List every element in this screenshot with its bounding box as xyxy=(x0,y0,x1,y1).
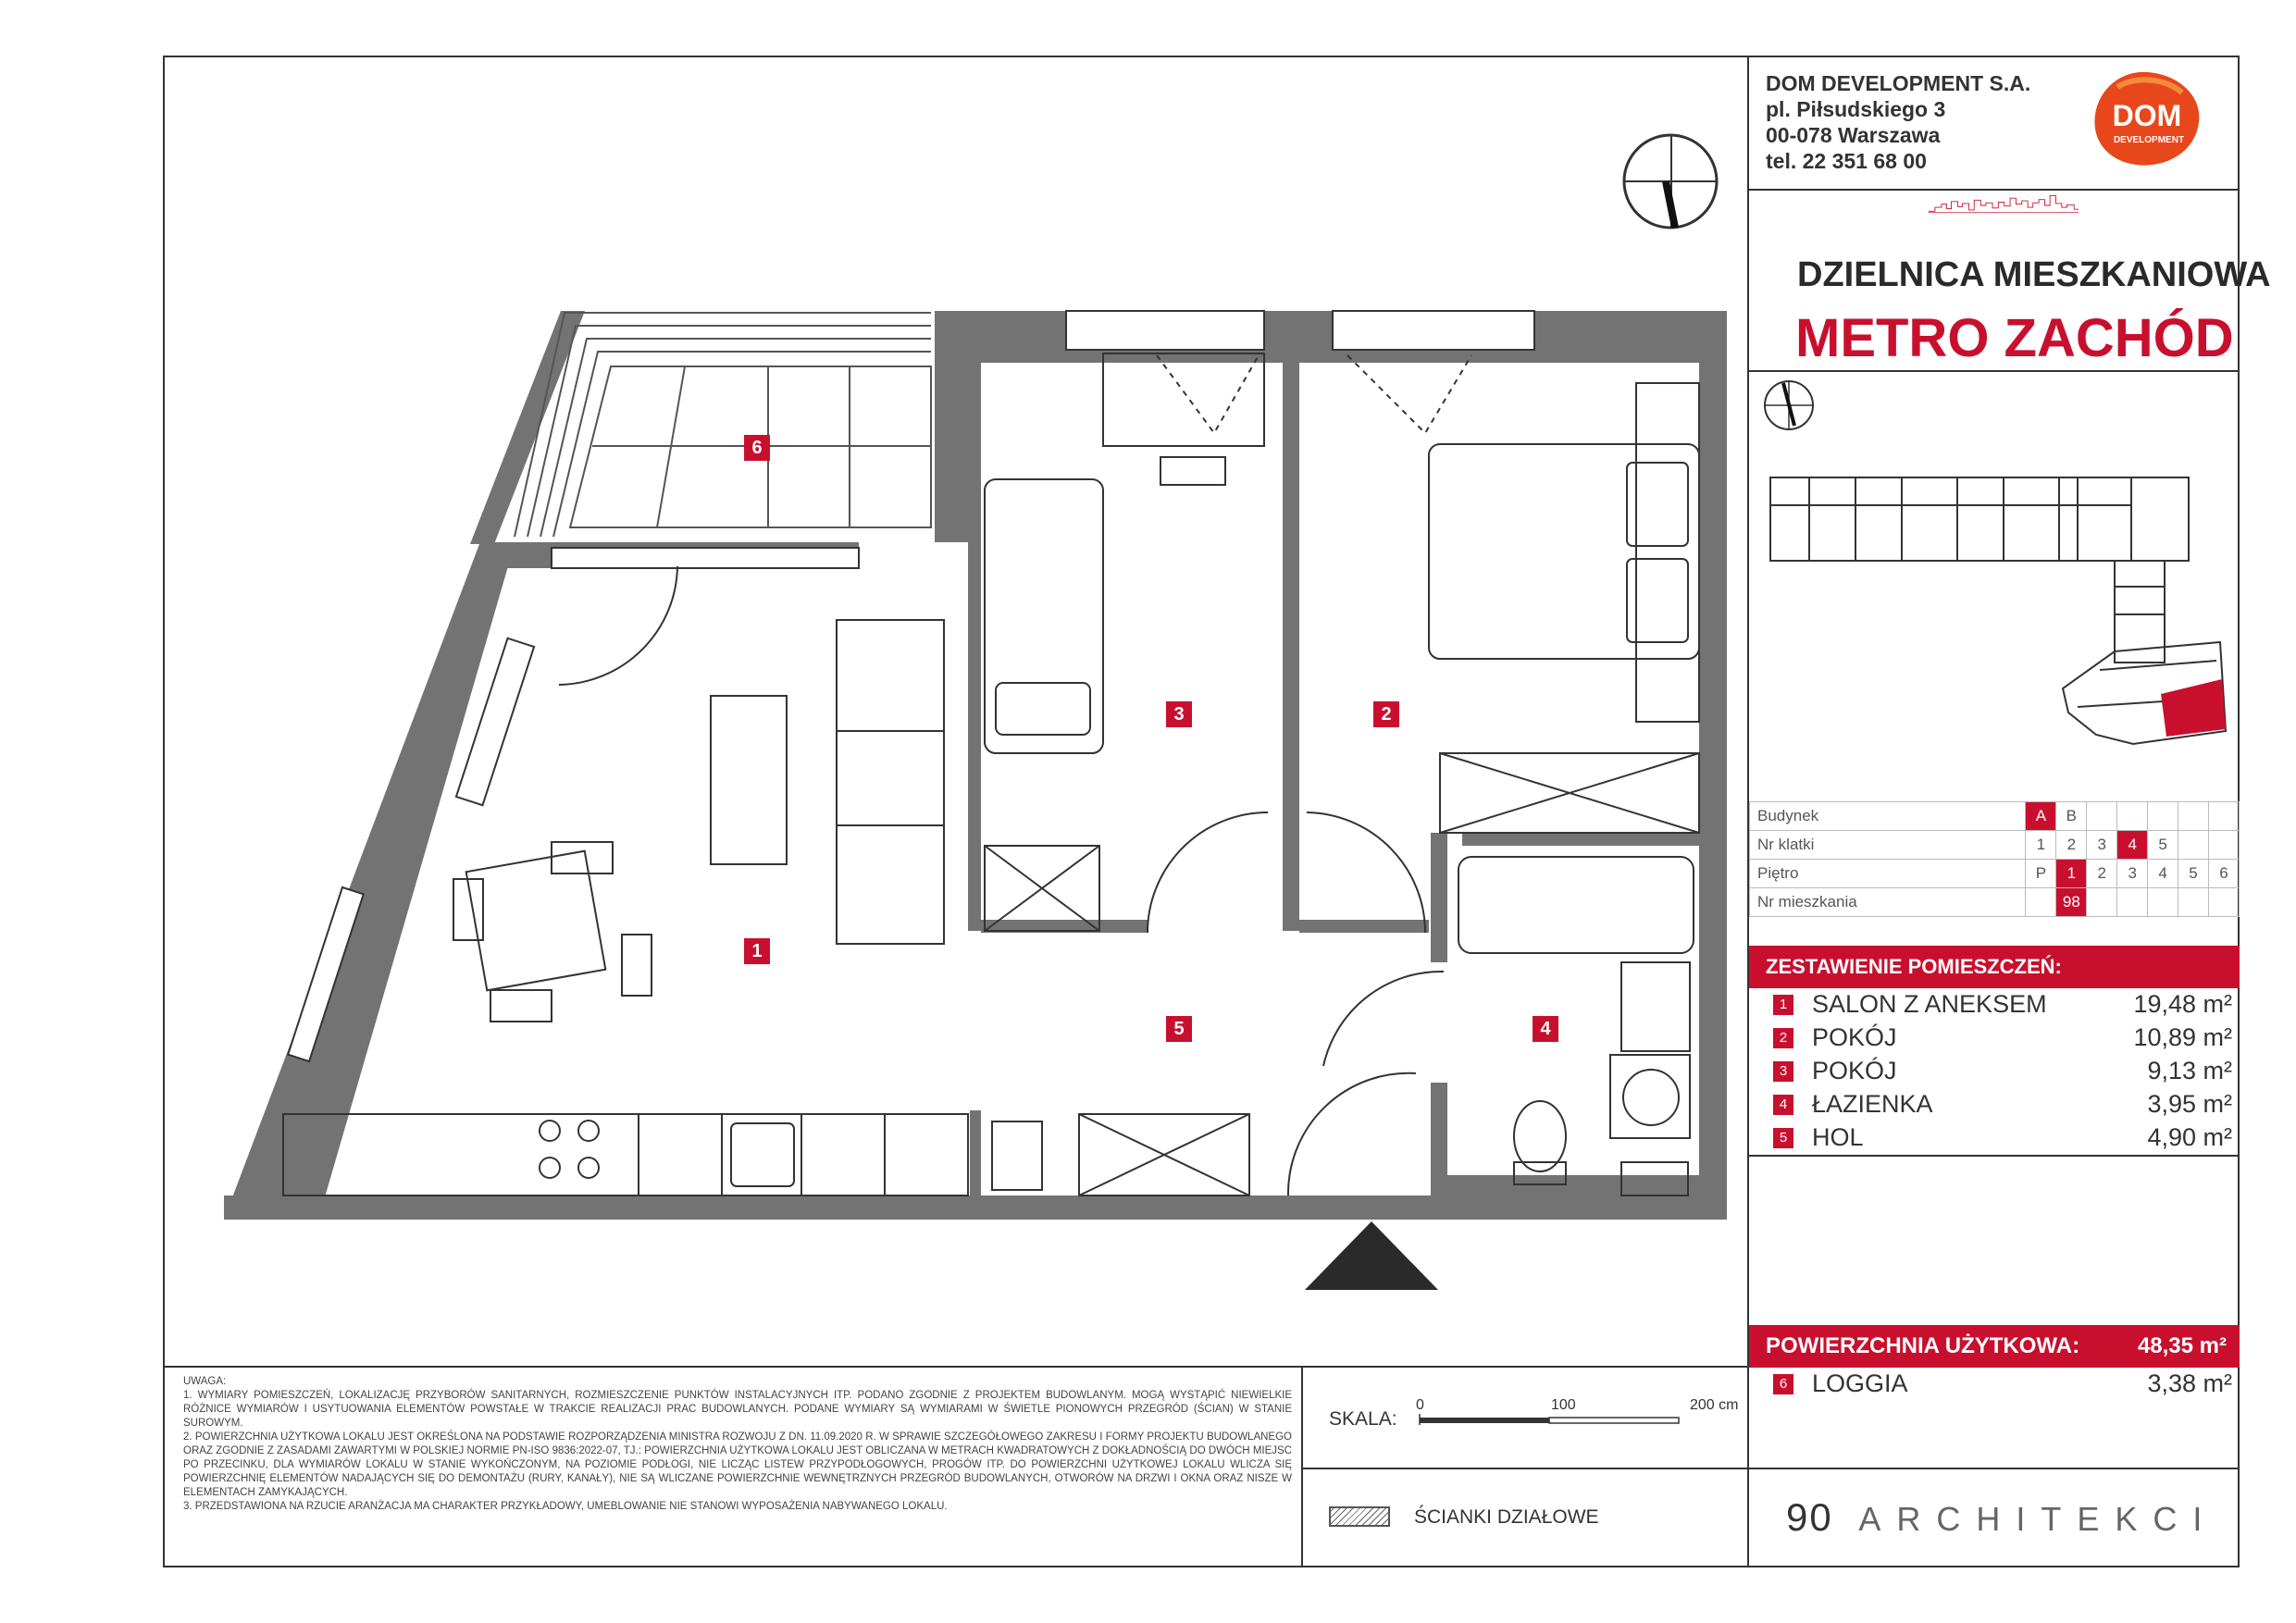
sidebar-sep-2 xyxy=(1747,370,2240,372)
room-name: ŁAZIENKA xyxy=(1812,1090,1933,1118)
project-line-1: DZIELNICA MIESZKANIOWA xyxy=(1797,255,2271,294)
plan-label-4: 4 xyxy=(1533,1016,1558,1042)
loggia-row xyxy=(1749,1368,2240,1401)
rooms-header: ZESTAWIENIE POMIESZCZEŃ: xyxy=(1749,946,2240,988)
building-opt-b: B xyxy=(2056,802,2087,831)
room-area: 19,48 m² xyxy=(2133,990,2232,1018)
building-info-table xyxy=(1749,801,2240,917)
notes-title: UWAGA: xyxy=(183,1376,227,1387)
rooms-list xyxy=(1749,988,2240,1155)
room-name: POKÓJ xyxy=(1812,1057,1897,1084)
scale-tick-0: 0 xyxy=(1416,1397,1424,1413)
row-floor xyxy=(1750,860,2240,888)
entrance-arrow-icon xyxy=(1305,1221,1438,1290)
note-item: 3. PRZEDSTAWIONA NA RZUCIE ARANŻACJA MA CHARAKTER PRZYKŁADOWY, UMEBLOWANIE NIE STANOWI WYPOSAŻENIA NABYWANEGO LOKALU. xyxy=(183,1501,948,1512)
architect-num: 90 xyxy=(1786,1495,1833,1539)
room-num: 4 xyxy=(1773,1095,1793,1115)
room-name: POKÓJ xyxy=(1812,1023,1897,1051)
stair-opt: 1 xyxy=(2026,831,2056,860)
logo-dom-text: DOM xyxy=(2112,99,2182,132)
plan-label-5: 5 xyxy=(1166,1016,1192,1042)
total-value: 48,35 m² xyxy=(2137,1333,2227,1358)
loggia-name: LOGGIA xyxy=(1812,1369,1908,1397)
room-row xyxy=(1749,1055,2240,1088)
plan-label-2: 2 xyxy=(1373,701,1399,727)
note-item: 2. POWIERZCHNIA UŻYTKOWA LOKALU JEST OKREŚLONA NA PODSTAWIE ROZPORZĄDZENIA MINISTRA ROZWOJU Z DN. 11.09.2020 R. W SPRAWIE SZCZEGÓŁOWEGO ZAKRESU I FORMY PROJEKTU BUDOWLANEGO ORAZ ZGODNIE Z ZASADAMI ZAWARTYMI W POLSKIEJ NORMIE PN-ISO 9836:2022-07, TJ.: POWIERZCHNIA UŻYTKOWA LOKALU JEST OBLICZANA W METRACH KWADRATOWYCH Z DOKŁADNOŚCIĄ DO DWÓCH MIEJSC PO PRZECINKU, DLA WYMIARÓW LOKALU W STANIE WYKOŃCZONYM, NA POZIOMIE PODŁOGI, NIE LICZĄC LISTEW PRZYPODŁOGOWYCH, PROGÓW ITP. DO POWIERZCHNI UŻYTKOWEJ LOKALU WLICZA SIĘ POWIERZCHNIĘ ELEMENTÓW NADAJĄCYCH SIĘ DO DEMONTAŻU (RURY, KANAŁY), NIE SĄ WLICZANE POWIERZCHNIE WEWNĘTRZNYCH PRZEGRÓD BUDOWLANYCH, OTWORÓW NA DRZWI I OKNA ORAZ NISZE W ELEMENTACH ZAMYKAJĄCYCH. xyxy=(183,1431,1292,1498)
floor-opt: P xyxy=(2026,860,2056,888)
compass-icon xyxy=(1624,135,1718,228)
scale-bar xyxy=(1418,1412,1695,1431)
stair-opt: 5 xyxy=(2148,831,2178,860)
note-item: 1. WYMIARY POMIESZCZEŃ, LOKALIZACJĘ PRZYBORÓW SANITARNYCH, ROZMIESZCZENIE PUNKTÓW INSTALACYJNYCH ITP. PODANO ZGODNIE Z PROJEKTEM BUDOWLANYM. MOGĄ WYSTĄPIĆ NIEWIELKIE RÓŻNICE WYMIARÓW I USYTUOWANIA ELEMENTÓW POWSTAŁE W TRAKCIE REALIZACJI PRAC BUDOWLANYCH. PODANE WYMIARY SĄ WYMIARAMI W ŚWIETLE PIONOWYCH PRZEGRÓD (ŚCIAN) W STANIE SUROWYM. xyxy=(183,1390,1292,1429)
room-row xyxy=(1749,1121,2240,1155)
rooms-separator xyxy=(1749,1155,2240,1157)
scale-tick-100: 100 xyxy=(1551,1397,1576,1413)
stair-opt: 2 xyxy=(2056,831,2087,860)
footer-notes-divider xyxy=(1301,1366,1303,1567)
floor-opt: 3 xyxy=(2117,860,2148,888)
stair-opt: 3 xyxy=(2087,831,2117,860)
company-phone: tel. 22 351 68 00 xyxy=(1766,149,1927,173)
architect-credit xyxy=(1786,1495,2217,1540)
floor-opt: 4 xyxy=(2148,860,2178,888)
project-line-2: METRO ZACHÓD xyxy=(1795,308,2234,368)
floor-label: Piętro xyxy=(1750,860,2026,888)
floor-opt-selected: 1 xyxy=(2056,860,2087,888)
loggia-area: 3,38 m² xyxy=(2147,1369,2232,1397)
skyline-graphic xyxy=(1791,194,2216,250)
room-row xyxy=(1749,1022,2240,1055)
legend-label: ŚCIANKI DZIAŁOWE xyxy=(1414,1506,1599,1528)
room-num: 2 xyxy=(1773,1028,1793,1048)
footer-scale-divider xyxy=(1301,1468,1749,1469)
plan-label-1: 1 xyxy=(744,938,770,964)
compass-small-icon xyxy=(1765,381,1813,429)
room-area: 4,90 m² xyxy=(2147,1123,2232,1151)
row-apartment xyxy=(1750,888,2240,917)
room-area: 9,13 m² xyxy=(2147,1057,2232,1084)
room-area: 3,95 m² xyxy=(2147,1090,2232,1118)
building-opt-a: A xyxy=(2026,802,2056,831)
total-label: POWIERZCHNIA UŻYTKOWA: xyxy=(1766,1333,2080,1358)
logo-development-text: DEVELOPMENT xyxy=(2113,135,2185,145)
stair-label: Nr klatki xyxy=(1750,831,2026,860)
sidebar-sep-3 xyxy=(1747,1468,2240,1469)
sidebar-sep-1 xyxy=(1747,189,2240,191)
scale-tick-200: 200 cm xyxy=(1690,1397,1739,1413)
room-name: SALON Z ANEKSEM xyxy=(1812,990,2047,1018)
site-plan xyxy=(1754,374,2239,796)
room-area: 10,89 m² xyxy=(2133,1023,2232,1051)
building-label: Budynek xyxy=(1750,802,2026,831)
room-name: HOL xyxy=(1812,1123,1864,1151)
loggia-num: 6 xyxy=(1773,1374,1793,1394)
floor-opt: 2 xyxy=(2087,860,2117,888)
apt-number: 98 xyxy=(2056,888,2087,917)
partition-wall-swatch xyxy=(1329,1506,1390,1527)
apt-label: Nr mieszkania xyxy=(1750,888,2026,917)
architect-text: ARCHITEKCI xyxy=(1858,1500,2218,1538)
room-num: 1 xyxy=(1773,995,1793,1015)
room-row xyxy=(1749,1088,2240,1121)
footer-divider xyxy=(163,1366,1749,1368)
stair-opt-selected: 4 xyxy=(2117,831,2148,860)
company-info xyxy=(1766,70,2030,174)
plan-label-6: 6 xyxy=(744,435,770,461)
room-num: 3 xyxy=(1773,1061,1793,1082)
room-row xyxy=(1749,988,2240,1022)
company-name: DOM DEVELOPMENT S.A. xyxy=(1766,71,2031,95)
floor-opt: 6 xyxy=(2208,860,2239,888)
row-stair xyxy=(1750,831,2240,860)
notes-block xyxy=(183,1375,1292,1514)
room-num: 5 xyxy=(1773,1128,1793,1148)
scale-label: SKALA: xyxy=(1329,1408,1397,1430)
apartment-highlight xyxy=(2161,679,2226,737)
company-street: pl. Piłsudskiego 3 xyxy=(1766,97,1946,121)
dom-development-logo xyxy=(2090,68,2204,170)
floor-opt: 5 xyxy=(2178,860,2209,888)
total-area-bar xyxy=(1749,1325,2240,1368)
row-building xyxy=(1750,802,2240,831)
company-city: 00-078 Warszawa xyxy=(1766,123,1941,147)
plan-label-3: 3 xyxy=(1166,701,1192,727)
